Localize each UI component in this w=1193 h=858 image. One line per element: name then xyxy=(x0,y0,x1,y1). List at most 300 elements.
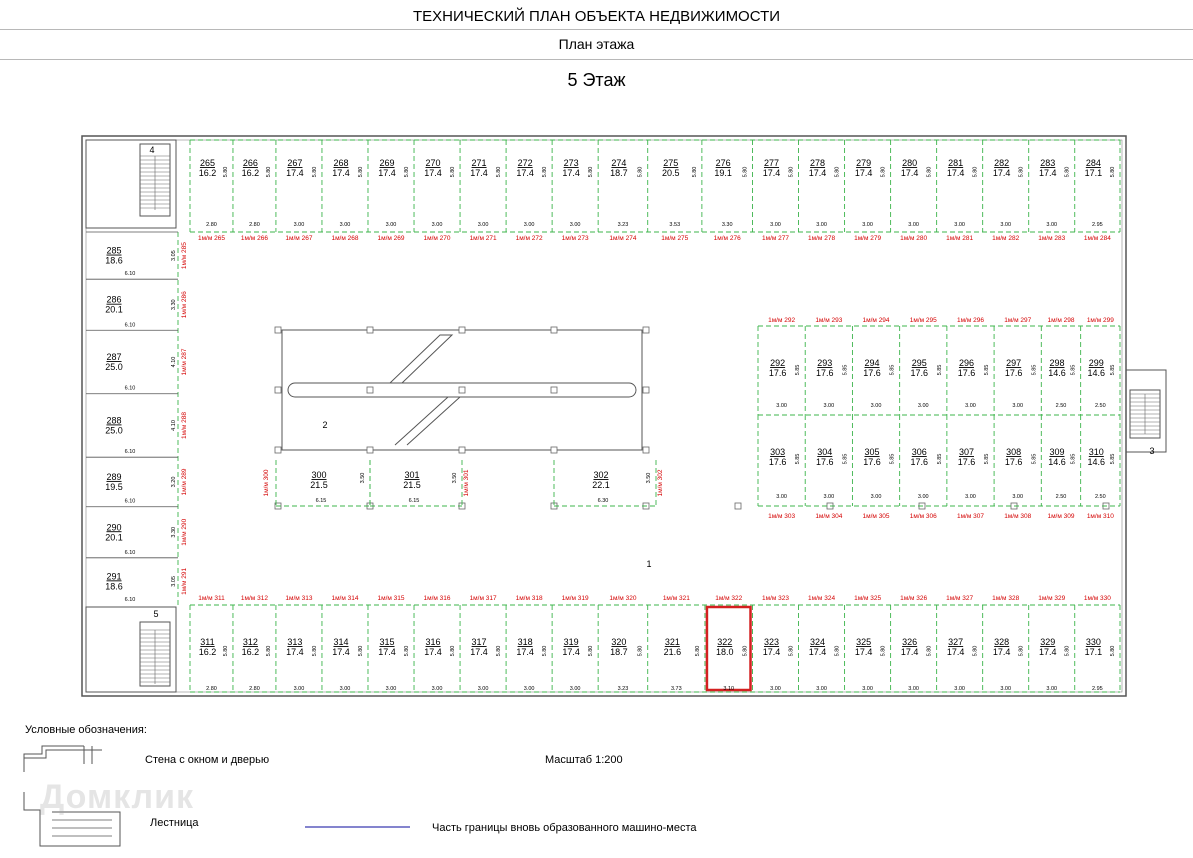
spot-depth: 5.85 xyxy=(1070,364,1077,376)
spot-area: 17.6 xyxy=(768,368,787,378)
legend-boundary: Часть границы вновь образованного машино-места xyxy=(432,822,697,834)
spot-depth: 3.20 xyxy=(171,476,177,488)
spot-depth: 4.10 xyxy=(171,420,177,431)
spot-code-label: 1м/м 273 xyxy=(561,235,589,242)
spot-code-label: 1м/м 316 xyxy=(423,595,451,602)
spot-area: 17.1 xyxy=(1084,168,1103,178)
spot-width: 3.00 xyxy=(1000,686,1012,692)
spot-code-label: 1м/м 304 xyxy=(815,513,843,520)
spot-depth: 5.85 xyxy=(1031,453,1038,465)
spot-width: 6.10 xyxy=(124,322,136,329)
spot-width: 6.10 xyxy=(124,271,136,278)
spot-depth: 5.80 xyxy=(788,645,795,657)
column xyxy=(459,387,465,393)
spot-area: 17.4 xyxy=(332,168,350,178)
spot-depth: 5.80 xyxy=(1018,166,1025,178)
spot-number: 278 xyxy=(810,158,826,168)
spot-code-label: 1м/м 329 xyxy=(1038,595,1066,602)
spot-area: 18.6 xyxy=(105,581,123,592)
plan-title: ТЕХНИЧЕСКИЙ ПЛАН ОБЪЕКТА НЕДВИЖИМОСТИ xyxy=(0,0,1193,30)
column xyxy=(735,503,741,509)
spot-width: 3.00 xyxy=(1012,403,1024,409)
spot-depth: 5.80 xyxy=(834,166,841,178)
spot-width: 3.00 xyxy=(917,403,929,409)
spot-width: 3.30 xyxy=(721,222,733,228)
spot-area: 17.4 xyxy=(900,168,919,178)
spot-width: 3.00 xyxy=(1000,222,1012,228)
structural-columns xyxy=(275,327,1109,509)
spot-width: 3.23 xyxy=(617,222,629,228)
zone-label-5: 5 xyxy=(153,609,159,619)
spot-depth: 5.80 xyxy=(926,645,933,657)
stair-4 xyxy=(86,140,176,228)
spot-area: 16.2 xyxy=(198,647,217,657)
spot-width: 2.50 xyxy=(1055,403,1067,409)
spot-area: 17.4 xyxy=(424,647,442,657)
spot-number: 301 xyxy=(404,470,420,480)
spot-number: 317 xyxy=(471,637,487,647)
spot-depth: 5.80 xyxy=(311,645,318,657)
column xyxy=(551,387,557,393)
spot-area: 17.4 xyxy=(762,168,781,178)
spot-number: 271 xyxy=(471,158,487,168)
spot-width: 6.10 xyxy=(124,498,136,505)
spot-width: 6.10 xyxy=(124,549,136,556)
spot-code-label: 1м/м 320 xyxy=(609,595,637,602)
spot-depth: 5.85 xyxy=(795,364,802,376)
zone-label-1: 1 xyxy=(646,559,652,569)
spot-depth: 4.10 xyxy=(171,356,177,368)
spot-number: 325 xyxy=(856,637,872,647)
spot-number: 329 xyxy=(1040,637,1056,647)
spot-number: 314 xyxy=(333,637,349,647)
spot-code-label: 1м/м 280 xyxy=(900,235,928,242)
spot-width: 3.00 xyxy=(776,494,787,500)
column xyxy=(459,447,465,453)
spot-width: 2.95 xyxy=(1092,222,1103,228)
spot-code-label: 1м/м 265 xyxy=(197,235,225,242)
spot-depth: 5.80 xyxy=(311,166,318,178)
spot-depth: 5.80 xyxy=(588,645,595,657)
spot-area: 16.2 xyxy=(241,168,260,178)
spot-depth: 3.50 xyxy=(646,472,652,484)
spot-depth: 5.80 xyxy=(1064,166,1071,178)
spot-code-label: 1м/м 287 xyxy=(181,348,188,376)
spot-width: 3.00 xyxy=(862,222,873,228)
spot-code-label: 1м/м 327 xyxy=(946,595,974,602)
spot-width: 3.00 xyxy=(1046,686,1058,692)
spot-area: 17.4 xyxy=(1038,647,1057,657)
column xyxy=(643,387,649,393)
spot-depth: 5.80 xyxy=(265,166,272,178)
spot-depth: 5.80 xyxy=(222,645,229,657)
legend-title: Условные обозначения: xyxy=(25,724,147,736)
spot-area: 17.4 xyxy=(1038,168,1057,178)
spot-number: 307 xyxy=(958,447,974,457)
spot-width: 6.10 xyxy=(124,385,136,392)
spot-width: 3.00 xyxy=(908,686,919,692)
spot-number: 302 xyxy=(593,470,609,480)
spot-depth: 3.50 xyxy=(360,472,366,484)
spot-depth: 5.85 xyxy=(936,453,943,465)
spot-code-label: 1м/м 324 xyxy=(808,595,836,602)
scale-label: Масштаб 1:200 xyxy=(545,754,623,766)
spot-area: 25.0 xyxy=(105,362,123,373)
spot-width: 3.00 xyxy=(954,686,966,692)
spot-code-label: 1м/м 279 xyxy=(854,235,882,242)
spot-area: 17.6 xyxy=(910,368,929,378)
spot-code-label: 1м/м 305 xyxy=(862,513,890,520)
spot-depth: 5.85 xyxy=(1070,453,1077,465)
spot-width: 3.00 xyxy=(1046,222,1058,228)
spot-width: 3.00 xyxy=(776,403,787,409)
spot-code-label: 1м/м 268 xyxy=(331,235,359,242)
spot-depth: 5.80 xyxy=(1110,166,1116,178)
spot-width: 3.00 xyxy=(1012,494,1024,500)
spot-area: 17.4 xyxy=(992,168,1011,178)
spot-code-label: 1м/м 292 xyxy=(768,317,796,324)
spot-area: 17.4 xyxy=(762,647,781,657)
spot-code-label: 1м/м 288 xyxy=(181,411,188,439)
spot-width: 3.53 xyxy=(669,222,681,228)
spot-depth: 5.85 xyxy=(1031,364,1038,376)
spot-code-label: 1м/м 301 xyxy=(463,469,470,497)
legend-stairs: Лестница xyxy=(150,817,199,829)
spot-code-label: 1м/м 326 xyxy=(900,595,928,602)
spot-area: 18.7 xyxy=(610,168,628,178)
spot-width: 3.00 xyxy=(954,222,966,228)
spot-number: 266 xyxy=(242,158,258,168)
spot-depth: 5.80 xyxy=(222,166,229,178)
spot-code-label: 1м/м 315 xyxy=(377,595,405,602)
zone-label-4: 4 xyxy=(149,145,155,155)
spot-code-label: 1м/м 313 xyxy=(285,595,313,602)
spot-code-label: 1м/м 295 xyxy=(909,317,937,324)
spot-area: 22.1 xyxy=(592,480,610,490)
spot-code-label: 1м/м 318 xyxy=(515,595,543,602)
spot-number: 323 xyxy=(764,637,780,647)
spot-area: 17.6 xyxy=(816,368,834,378)
column xyxy=(275,447,281,453)
spot-width: 3.00 xyxy=(569,686,581,692)
spot-number: 281 xyxy=(948,158,964,168)
spot-number: 326 xyxy=(902,637,918,647)
spot-number: 288 xyxy=(106,415,122,426)
spot-code-label: 1м/м 277 xyxy=(762,235,790,242)
column xyxy=(275,327,281,333)
spot-area: 17.4 xyxy=(470,168,488,178)
spot-code-label: 1м/м 310 xyxy=(1086,513,1114,520)
spot-number: 267 xyxy=(287,158,303,168)
spot-depth: 5.80 xyxy=(926,166,933,178)
spot-number: 265 xyxy=(199,158,215,168)
spot-number: 299 xyxy=(1088,358,1104,368)
spot-code-label: 1м/м 325 xyxy=(854,595,882,602)
spot-code-label: 1м/м 290 xyxy=(181,518,188,546)
spot-number: 270 xyxy=(425,158,441,168)
spot-width: 3.00 xyxy=(523,222,535,228)
spot-number: 310 xyxy=(1088,447,1104,457)
column xyxy=(643,447,649,453)
spot-depth: 5.80 xyxy=(834,645,841,657)
spot-area: 17.6 xyxy=(768,457,787,467)
spot-number: 320 xyxy=(611,637,627,647)
spot-number: 308 xyxy=(1006,447,1022,457)
spot-code-label: 1м/м 307 xyxy=(956,513,984,520)
spot-code-label: 1м/м 330 xyxy=(1083,595,1111,602)
spot-width: 3.00 xyxy=(385,686,397,692)
spot-width: 3.00 xyxy=(823,494,835,500)
spot-depth: 3.05 xyxy=(171,250,177,261)
spot-width: 3.00 xyxy=(823,403,835,409)
spot-depth: 3.30 xyxy=(171,526,177,538)
spot-number: 316 xyxy=(425,637,441,647)
spot-area: 19.5 xyxy=(105,481,123,492)
spot-area: 17.4 xyxy=(470,647,488,657)
spot-code-label: 1м/м 299 xyxy=(1086,317,1114,324)
spot-code-label: 1м/м 291 xyxy=(181,567,188,595)
spot-width: 6.30 xyxy=(597,498,609,504)
spot-depth: 5.80 xyxy=(357,166,364,178)
spot-area: 17.4 xyxy=(286,168,304,178)
spot-width: 6.15 xyxy=(408,498,420,504)
spot-depth: 5.80 xyxy=(542,166,549,178)
spot-width: 3.00 xyxy=(523,686,535,692)
spot-width: 3.00 xyxy=(816,222,827,228)
spot-number: 275 xyxy=(663,158,679,168)
spot-depth: 5.80 xyxy=(742,645,749,657)
spot-code-label: 1м/м 275 xyxy=(661,235,689,242)
spot-code-label: 1м/м 296 xyxy=(956,317,984,324)
spot-code-label: 1м/м 321 xyxy=(662,595,690,602)
spot-code-label: 1м/м 283 xyxy=(1038,235,1066,242)
spot-area: 17.4 xyxy=(516,168,534,178)
spot-area: 17.6 xyxy=(957,368,976,378)
spot-depth: 5.85 xyxy=(1110,453,1116,465)
spot-depth: 5.85 xyxy=(842,364,849,376)
spot-number: 306 xyxy=(911,447,927,457)
spot-area: 17.4 xyxy=(854,647,873,657)
spot-width: 3.00 xyxy=(917,494,929,500)
spot-number: 277 xyxy=(764,158,780,168)
spot-width: 2.80 xyxy=(206,686,217,692)
spot-depth: 5.80 xyxy=(1110,645,1116,657)
spot-code-label: 1м/м 266 xyxy=(240,235,268,242)
spot-area: 21.6 xyxy=(663,647,682,657)
spot-area: 17.4 xyxy=(286,647,304,657)
spot-depth: 5.80 xyxy=(357,645,364,657)
spot-area: 14.6 xyxy=(1048,368,1066,378)
column xyxy=(275,387,281,393)
spot-area: 17.4 xyxy=(516,647,534,657)
spot-code-label: 1м/м 267 xyxy=(285,235,313,242)
spot-number: 284 xyxy=(1085,158,1101,168)
spot-depth: 3.05 xyxy=(171,576,177,587)
spot-code-label: 1м/м 276 xyxy=(713,235,741,242)
spot-number: 283 xyxy=(1040,158,1056,168)
spot-area: 17.6 xyxy=(1004,457,1023,467)
spot-code-label: 1м/м 317 xyxy=(469,595,497,602)
spot-code-label: 1м/м 278 xyxy=(808,235,836,242)
spot-area: 17.4 xyxy=(424,168,442,178)
spot-number: 327 xyxy=(948,637,964,647)
spot-depth: 5.80 xyxy=(694,645,701,657)
spot-depth: 5.85 xyxy=(1110,364,1116,376)
spot-depth: 5.80 xyxy=(542,645,549,657)
spot-code-label: 1м/м 322 xyxy=(715,595,743,602)
spot-width: 3.00 xyxy=(431,686,443,692)
spot-number: 297 xyxy=(1006,358,1022,368)
spot-area: 17.6 xyxy=(863,368,881,378)
spot-number: 300 xyxy=(311,470,327,480)
spot-code-label: 1м/м 286 xyxy=(181,291,188,319)
stair-5 xyxy=(86,607,176,692)
spot-number: 313 xyxy=(287,637,303,647)
spot-area: 17.4 xyxy=(946,647,965,657)
plan-subtitle: План этажа xyxy=(0,30,1193,60)
spot-area: 17.4 xyxy=(562,647,580,657)
spot-depth: 5.80 xyxy=(691,166,698,178)
spot-depth: 5.80 xyxy=(637,645,644,657)
spot-number: 279 xyxy=(856,158,872,168)
spot-code-label: 1м/м 289 xyxy=(181,468,188,496)
legend-wall: Стена с окном и дверью xyxy=(145,754,270,766)
spot-code-label: 1м/м 274 xyxy=(609,235,637,242)
spot-width: 3.00 xyxy=(569,222,581,228)
spot-width: 3.00 xyxy=(477,686,489,692)
zone-label-2: 2 xyxy=(322,420,328,430)
spot-code-label: 1м/м 298 xyxy=(1047,317,1075,324)
spot-area: 20.1 xyxy=(105,532,123,543)
spot-depth: 5.80 xyxy=(972,645,979,657)
spot-depth: 3.30 xyxy=(171,299,177,311)
column xyxy=(367,387,373,393)
legend-boundary-line xyxy=(305,824,415,830)
spot-number: 330 xyxy=(1085,637,1101,647)
spot-width: 3.00 xyxy=(816,686,827,692)
column xyxy=(459,327,465,333)
spot-width: 3.00 xyxy=(339,686,351,692)
spot-number: 287 xyxy=(106,352,122,363)
spot-width: 3.73 xyxy=(670,686,682,692)
spot-number: 268 xyxy=(333,158,349,168)
spot-code-label: 1м/м 319 xyxy=(561,595,589,602)
spot-width: 3.00 xyxy=(870,403,882,409)
spot-depth: 5.80 xyxy=(404,645,411,657)
spot-number: 295 xyxy=(911,358,927,368)
parking-spots xyxy=(86,140,1120,692)
spot-number: 285 xyxy=(106,245,122,256)
spot-depth: 5.80 xyxy=(742,166,749,178)
spot-area: 17.4 xyxy=(378,168,396,178)
spot-number: 269 xyxy=(379,158,395,168)
spot-number: 276 xyxy=(715,158,731,168)
spot-number: 292 xyxy=(770,358,786,368)
spot-area: 17.6 xyxy=(1004,368,1023,378)
spot-area: 17.4 xyxy=(378,647,396,657)
spot-depth: 5.80 xyxy=(265,645,272,657)
spot-area: 21.5 xyxy=(403,480,421,490)
spot-depth: 5.85 xyxy=(889,364,896,376)
spot-area: 20.1 xyxy=(105,304,123,315)
spot-area: 16.2 xyxy=(241,647,260,657)
spot-area: 14.6 xyxy=(1087,368,1106,378)
spot-depth: 5.80 xyxy=(880,166,887,178)
spot-area: 17.4 xyxy=(332,647,350,657)
spot-number: 315 xyxy=(379,637,395,647)
spot-depth: 5.80 xyxy=(496,166,503,178)
column xyxy=(643,327,649,333)
spot-width: 6.10 xyxy=(124,597,136,603)
inner-wall-line xyxy=(86,140,1122,692)
legend-wall-icon xyxy=(22,744,112,774)
spot-depth: 5.85 xyxy=(984,453,991,465)
spot-number: 303 xyxy=(770,447,786,457)
spot-depth: 5.80 xyxy=(972,166,979,178)
spot-width: 3.00 xyxy=(908,222,919,228)
spot-code-label: 1м/м 269 xyxy=(377,235,405,242)
spot-width: 3.00 xyxy=(965,403,976,409)
spot-number: 294 xyxy=(864,358,880,368)
spot-area: 20.5 xyxy=(662,168,680,178)
spot-code-label: 1м/м 300 xyxy=(263,469,270,497)
spot-code-label: 1м/м 323 xyxy=(762,595,790,602)
spot-code-label: 1м/м 311 xyxy=(198,595,225,602)
spot-depth: 5.80 xyxy=(450,645,457,657)
spot-code-label: 1м/м 297 xyxy=(1004,317,1032,324)
spot-area: 21.5 xyxy=(310,480,328,490)
outer-wall xyxy=(82,136,1126,696)
spot-depth: 5.85 xyxy=(936,364,943,376)
floor-label: 5 Этаж xyxy=(567,70,626,90)
spot-depth: 5.80 xyxy=(788,166,795,178)
spot-code-label: 1м/м 281 xyxy=(946,235,974,242)
spot-depth: 5.85 xyxy=(984,364,991,376)
spot-area: 17.6 xyxy=(863,457,881,467)
spot-code-label: 1м/м 270 xyxy=(423,235,451,242)
spot-depth: 5.80 xyxy=(880,645,887,657)
stair-3 xyxy=(1126,370,1166,456)
spot-width: 2.50 xyxy=(1094,494,1106,500)
spot-width: 3.00 xyxy=(385,222,397,228)
spot-width: 2.80 xyxy=(206,222,217,228)
spot-code-label: 1м/м 303 xyxy=(768,513,796,520)
spot-number: 286 xyxy=(106,294,122,305)
spot-depth: 5.85 xyxy=(795,453,802,465)
spot-area: 17.4 xyxy=(854,168,873,178)
spot-area: 19.1 xyxy=(714,168,732,178)
spot-width: 2.50 xyxy=(1094,403,1106,409)
spot-area: 18.6 xyxy=(105,255,123,266)
spot-width: 3.00 xyxy=(293,686,305,692)
spot-area: 17.6 xyxy=(910,457,929,467)
spot-width: 2.95 xyxy=(1092,686,1103,692)
spot-number: 319 xyxy=(563,637,579,647)
spot-width: 3.00 xyxy=(431,222,443,228)
spot-width: 3.00 xyxy=(965,494,976,500)
spot-area: 14.6 xyxy=(1048,457,1066,467)
spot-area: 17.1 xyxy=(1084,647,1103,657)
spot-depth: 5.80 xyxy=(637,166,644,178)
spot-number: 318 xyxy=(517,637,533,647)
spot-area: 17.4 xyxy=(900,647,919,657)
spot-area: 17.6 xyxy=(957,457,976,467)
spot-number: 321 xyxy=(664,637,680,647)
spot-width: 2.80 xyxy=(249,222,260,228)
spot-code-label: 1м/м 294 xyxy=(862,317,890,324)
spot-width: 3.00 xyxy=(770,222,781,228)
spot-number: 298 xyxy=(1049,358,1065,368)
